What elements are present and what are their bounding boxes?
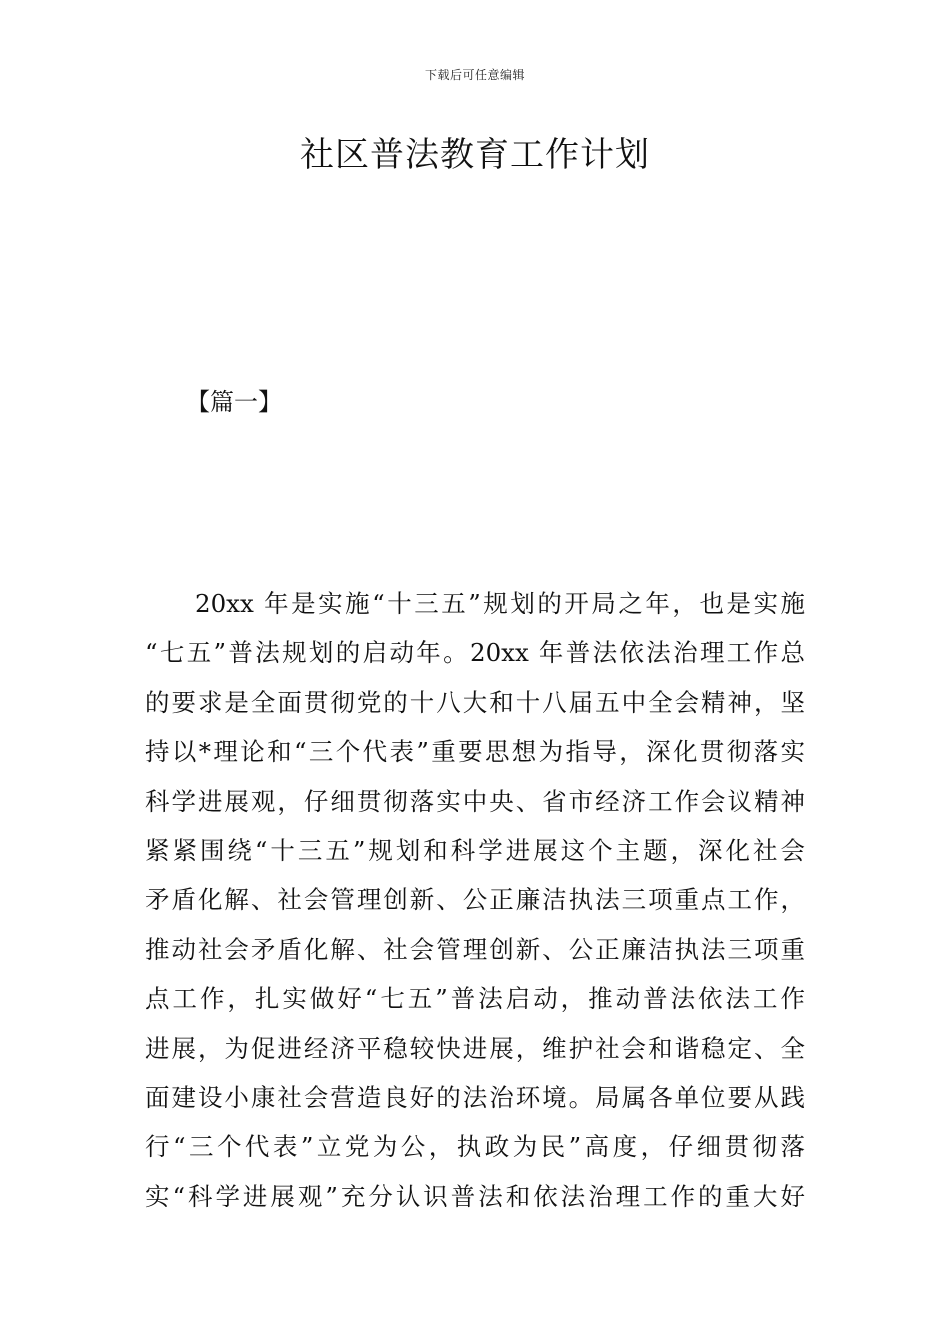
body-line: 推动社会矛盾化解、社会管理创新、公正廉洁执法三项重 (145, 934, 805, 964)
document-title: 社区普法教育工作计划 (300, 135, 650, 175)
body-line: “七五”普法规划的启动年。20xx 年普法依法治理工作总 (145, 638, 805, 668)
body-line: 实“科学进展观”充分认识普法和依法治理工作的重大好 (145, 1181, 805, 1211)
body-line: 持以*理论和“三个代表”重要思想为指导，深化贯彻落实 (145, 737, 805, 767)
body-line: 进展，为促进经济平稳较快进展，维护社会和谐稳定、全 (145, 1033, 805, 1063)
body-line: 行“三个代表”立党为公，执政为民”高度，仔细贯彻落 (145, 1132, 805, 1162)
section-label: 【篇一】 (186, 388, 282, 416)
body-line: 20xx 年是实施“十三五”规划的开局之年，也是实施 (195, 589, 805, 618)
body-paragraph (145, 579, 805, 1221)
body-line: 的要求是全面贯彻党的十八大和十八届五中全会精神，坚 (145, 687, 805, 717)
body-line: 点工作，扎实做好“七五”普法启动，推动普法依法工作 (145, 984, 805, 1014)
header-note: 下载后可任意编辑 (424, 68, 525, 82)
body-line: 面建设小康社会营造良好的法治环境。局属各单位要从践 (145, 1082, 805, 1112)
body-line: 科学进展观，仔细贯彻落实中央、省市经济工作会议精神 (145, 786, 805, 816)
body-line: 矛盾化解、社会管理创新、公正廉洁执法三项重点工作， (145, 885, 805, 915)
body-line: 紧紧围绕“十三五”规划和科学进展这个主题，深化社会 (145, 835, 805, 865)
